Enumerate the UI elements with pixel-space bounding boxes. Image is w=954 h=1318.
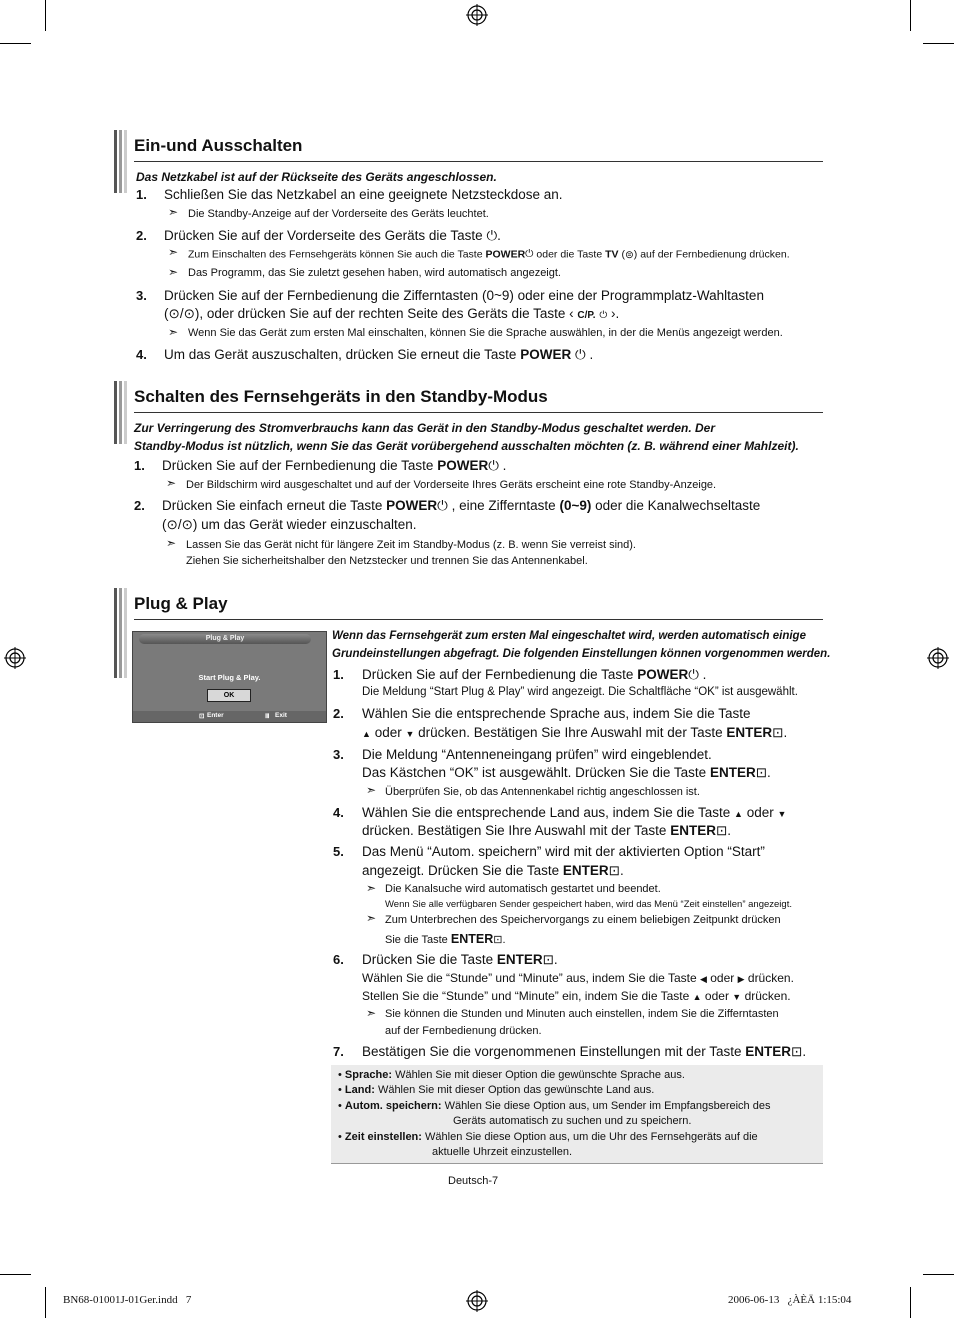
screen-title: Plug & Play [139,634,311,644]
step-text [362,805,786,820]
step-text [362,667,706,683]
info-text: Wählen Sie mit dieser Option das gewünschte Land aus. [377,1084,655,1096]
note-text: Wenn Sie alle verfügbaren Sender gespeichert haben, wird das Menü “Zeit einstellen” angezeigt. [385,899,792,910]
text-part: Sie die Taste [385,934,448,946]
channel-down-icon: ⊙ [183,306,195,322]
enter-icon: ⊡ [199,713,205,720]
power-icon: ⏻ [575,347,586,363]
enter-key: ENTER [726,725,773,740]
enter-key: ENTER [745,1044,792,1059]
text-part: oder [710,971,735,985]
arrow-down-icon: ▼ [777,809,787,819]
screen-footer [133,711,326,722]
arrow-left-icon: ◀ [699,974,707,984]
text-part: oder [704,989,729,1003]
note-text: Lassen Sie das Gerät nicht für längere Zeit im Standby-Modus (z. B. wenn Sie verreist sind). [186,539,636,551]
crop-mark [923,43,954,44]
text-part: Bestätigen Sie die vorgenommenen Einstellungen mit der Taste [362,1044,742,1059]
step-text [362,765,771,781]
enter-icon: ⊡ [772,725,784,740]
screen-exit-label: Exit [275,712,287,719]
step-text: (⊙/⊙), oder drücken Sie auf der rechten Seite des Geräts die Taste ‹ C/P. ⏻ ›. [164,306,620,322]
section-title: Plug & Play [134,594,228,613]
step-text: Drücken Sie auf der Fernbedienung die Zifferntasten (0~9) oder eine der Programmplatz-Wahltasten [164,288,764,303]
enter-icon: ⊡ [542,952,554,967]
step-text [162,458,506,474]
tv-key: TV [605,248,619,261]
note-arrow-icon: ➣ [168,245,179,259]
screen-message: Start Plug & Play. [198,673,261,682]
step-number: 3. [136,288,147,303]
note-text: Überprüfen Sie, ob das Antennenkabel richtig angeschlossen ist. [385,786,700,798]
step-text [164,228,501,244]
crop-mark [45,0,46,31]
note-text [385,932,506,946]
step-number: 1. [136,187,147,202]
power-icon: ⏻ [525,248,534,260]
step-subtext [362,971,794,985]
crop-mark [0,43,31,44]
note-text: Zum Einschalten des Fernsehgeräts können Sie auch die Taste POWER⏻ oder die Taste TV (⊜) auf der Fernbedienung drücken. [188,248,790,261]
note-text: Die Kanalsuche wird automatisch gestartet und beendet. [385,883,661,895]
crop-mark [0,1274,31,1275]
note-text: Zum Unterbrechen des Speichervorgangs zu einem beliebigen Zeitpunkt drücken [385,914,781,926]
section-rule [134,161,823,162]
text-part: ( [164,306,169,321]
power-key: POWER [386,498,438,513]
info-item [338,1084,654,1096]
step-number: 6. [333,952,344,967]
note-part: Zum Einschalten des Fernsehgeräts können Sie auch die Taste [188,248,483,261]
bullet-icon: • [338,1100,342,1112]
channel-up-icon: ⊙ [166,517,178,533]
info-text-continued: Geräts automatisch zu suchen und zu speichern. [453,1115,692,1127]
note-arrow-icon: ➣ [166,536,177,550]
text-part: Wählen Sie die “Stunde” und “Minute” aus, indem Sie die Taste [362,971,697,985]
arrow-up-icon: ▲ [734,809,743,819]
arrow-down-icon: ▼ [732,992,742,1002]
info-label: Zeit einstellen: [344,1131,422,1143]
note-text: Sie können die Stunden und Minuten auch einstellen, indem Sie die Zifferntasten [385,1008,779,1020]
section-intro: Wenn das Fernsehgerät zum ersten Mal eingeschaltet wird, werden automatisch einige [332,630,806,642]
text-part: Stellen Sie die “Stunde” und “Minute” ein, indem Sie die Taste [362,989,690,1003]
text-part: Drücken Sie die Taste [362,952,494,967]
info-text: Wählen Sie mit dieser Option die gewünschte Sprache aus. [395,1069,685,1081]
plugplay-screen-image [132,631,327,723]
section-intro: Das Netzkabel ist auf der Rückseite des Geräts angeschlossen. [136,170,497,184]
power-key: POWER [637,667,689,682]
text-part: . [802,1044,807,1059]
arrow-right-icon: ▶ [737,974,745,984]
step-number: 1. [333,667,344,682]
text-part: oder die Kanalwechseltaste [595,498,761,513]
step-text [164,347,593,363]
registration-mark-icon [4,647,26,669]
section-rule [134,619,823,620]
text-part: drücken. [747,971,794,985]
info-text-continued: aktuelle Uhrzeit einzustellen. [432,1146,573,1158]
note-text: Der Bildschirm wird ausgeschaltet und auf der Vorderseite Ihres Geräts erscheint eine rote Standby-Anzeige. [186,479,717,491]
arrow-down-icon: ▼ [405,729,415,739]
info-label: Sprache: [344,1069,392,1081]
text-part: Drücken Sie auf der Fernbedienung die Taste [162,458,434,473]
text-part: ( [162,517,167,532]
info-text: Wählen Sie diese Option aus, um die Uhr des Fernsehgeräts auf die [425,1131,758,1143]
text-part: Wählen Sie die entsprechende Land aus, indem Sie die Taste [362,805,731,820]
crop-mark [923,1274,954,1275]
bullet-icon: • [338,1131,342,1143]
text-part: oder [746,805,774,820]
step-text-part: Drücken Sie auf der Vorderseite des Geräts die Taste [164,228,483,243]
info-text: Wählen Sie diese Option aus, um Sender im Empfangsbereich des [444,1100,771,1112]
note-arrow-icon: ➣ [168,205,179,219]
note-part: auf der Fernbedienung drücken. [640,248,790,261]
section-title: Schalten des Fernsehgeräts in den Standby-Modus [134,387,548,406]
power-icon: ⏻ [437,498,448,514]
bullet-icon: • [338,1084,342,1096]
note-text: Wenn Sie das Gerät zum ersten Mal einschalten, können Sie die Sprache auswählen, in der die Menüs angezeigt werden. [188,327,783,339]
registration-mark-icon [927,647,949,669]
chevron-right-icon: › [611,306,616,321]
text-part: Um das Gerät auszuschalten, drücken Sie erneut die Taste [164,347,517,362]
registration-mark-icon [466,1290,488,1312]
text-part: drücken. Bestätigen Sie Ihre Auswahl mit der Taste [418,725,723,740]
enter-icon: ⊡ [493,934,503,946]
note-text: auf der Fernbedienung drücken. [385,1025,542,1037]
step-text [162,498,760,514]
info-item [338,1100,770,1112]
enter-icon: ⊡ [715,823,728,838]
note-part: oder die Taste [536,248,603,261]
screen-enter-label: Enter [207,712,224,719]
section-intro: Standby-Modus ist nützlich, wenn Sie das Gerät vorübergehend ausschalten möchten (z. B. während einer Mahlzeit). [134,439,799,453]
registration-mark-icon [466,4,488,26]
crop-mark [45,1287,46,1318]
step-number: 5. [333,844,344,859]
note-arrow-icon: ➣ [166,476,177,490]
step-number: 4. [136,347,147,362]
power-icon: ⏻ [688,667,699,683]
section-rule [134,412,823,413]
info-label: Land: [344,1084,375,1096]
info-box [331,1065,823,1164]
text-part: ) um das Gerät wieder einzuschalten. [192,517,417,532]
note-arrow-icon: ➣ [366,911,377,925]
crop-mark [910,1287,911,1318]
digit-keys: (0~9) [559,498,592,513]
step-text [362,863,624,879]
note-arrow-icon: ➣ [366,1006,377,1020]
step-number: 2. [136,228,147,243]
step-text [362,1044,806,1060]
screen-ok-button: OK [207,689,251,702]
text-part: . [589,347,594,362]
bullet-icon: • [338,1069,342,1081]
step-text: Schließen Sie das Netzkabel an eine geeignete Netzsteckdose an. [164,187,563,202]
text-part: Drücken Sie auf der Fernbedienung die Taste [362,667,634,682]
text-part: . [619,863,624,878]
enter-icon: ⊡ [755,765,768,780]
step-text: (⊙/⊙) um das Gerät wieder einzuschalten. [162,517,417,533]
section-bar [114,381,127,444]
power-key: POWER [437,458,489,473]
info-label: Autom. speichern: [344,1100,442,1112]
text-part: . [727,823,732,838]
note-text: Ziehen Sie sicherheitshalber den Netzstecker und trennen Sie das Antennenkabel. [186,555,588,567]
enter-key: ENTER [450,932,494,946]
text-part: . [502,458,507,473]
crop-mark [910,0,911,31]
text-part: , eine Zifferntaste [451,498,556,513]
text-part: Drücken Sie einfach erneut die Taste [162,498,383,513]
enter-key: ENTER [496,952,543,967]
power-icon: ⏻ [486,228,498,244]
text-part: drücken. Bestätigen Sie Ihre Auswahl mit der Taste [362,823,667,838]
menu-icon: Ⅲ [265,713,270,720]
step-number: 2. [134,498,145,513]
channel-down-icon: ⊙ [181,517,193,533]
text-part: ), oder drücken Sie auf der rechten Seite des Geräts die Taste [194,306,566,321]
step-text: Die Meldung “Antenneneingang prüfen” wird eingeblendet. [362,747,712,762]
step-text-end: . [497,228,501,243]
text-part: Das Kästchen “OK” ist ausgewählt. Drücken Sie die Taste [362,765,707,780]
text-part: angezeigt. Drücken Sie die Taste [362,863,560,878]
text-part: . [553,952,558,967]
channel-up-icon: ⊙ [168,306,180,322]
step-subtext: Die Meldung “Start Plug & Play” wird angezeigt. Die Schaltfläche “OK” ist ausgewählt. [362,686,798,698]
text-part: . [767,765,771,780]
section-intro: Zur Verringerung des Stromverbrauchs kann das Gerät in den Standby-Modus geschaltet werden. Der [134,421,716,435]
power-icon: ⏻ [599,310,608,321]
arrow-up-icon: ▲ [362,729,371,739]
section-bar [114,588,127,678]
cp-key: C/P. [577,310,596,321]
note-arrow-icon: ➣ [366,881,377,895]
step-text [362,823,731,839]
text-part: . [702,667,707,682]
power-key: POWER [520,347,572,362]
print-file-name: BN68-01001J-01Ger.indd 7 [63,1294,192,1306]
step-text: Das Menü “Autom. speichern” wird mit der aktivierten Option “Start” [362,844,765,859]
section-title: Ein-und Ausschalten [134,136,303,155]
text-part: . [502,934,506,946]
section-intro: Grundeinstellungen abgefragt. Die folgenden Einstellungen können vorgenommen werden. [332,648,831,660]
note-arrow-icon: ➣ [168,325,179,339]
note-text: Das Programm, das Sie zuletzt gesehen haben, wird automatisch angezeigt. [188,267,561,279]
info-item [338,1069,685,1081]
info-item [338,1131,758,1143]
page-number: Deutsch-7 [448,1175,499,1187]
step-number: 4. [333,805,344,820]
step-number: 3. [333,747,344,762]
step-number: 7. [333,1044,344,1059]
text-part: drücken. [744,989,791,1003]
enter-icon: ⊡ [608,863,620,878]
arrow-up-icon: ▲ [692,992,702,1002]
text-part: oder [374,725,402,740]
note-text: Die Standby-Anzeige auf der Vorderseite des Geräts leuchtet. [188,208,489,220]
text-part: . [615,306,620,321]
enter-key: ENTER [709,765,756,780]
enter-icon: ⊡ [791,1044,803,1059]
power-icon: ⏻ [488,458,499,474]
enter-key: ENTER [562,863,609,878]
note-arrow-icon: ➣ [366,783,377,797]
step-subtext [362,989,791,1003]
print-timestamp: 2006-06-13 ¿ÀÈÄ 1:15:04 [728,1294,852,1306]
tv-button-icon: ⊜ [624,248,634,261]
step-number: 1. [134,458,145,473]
enter-key: ENTER [670,823,716,838]
step-text [362,725,787,741]
note-arrow-icon: ➣ [168,265,179,279]
section-bar [114,130,127,193]
step-text: Wählen Sie die entsprechende Sprache aus, indem Sie die Taste [362,706,751,721]
step-text [362,952,558,968]
power-key: POWER [485,248,526,261]
chevron-left-icon: ‹ [569,306,574,321]
text-part: . [783,725,788,740]
step-number: 2. [333,706,344,721]
